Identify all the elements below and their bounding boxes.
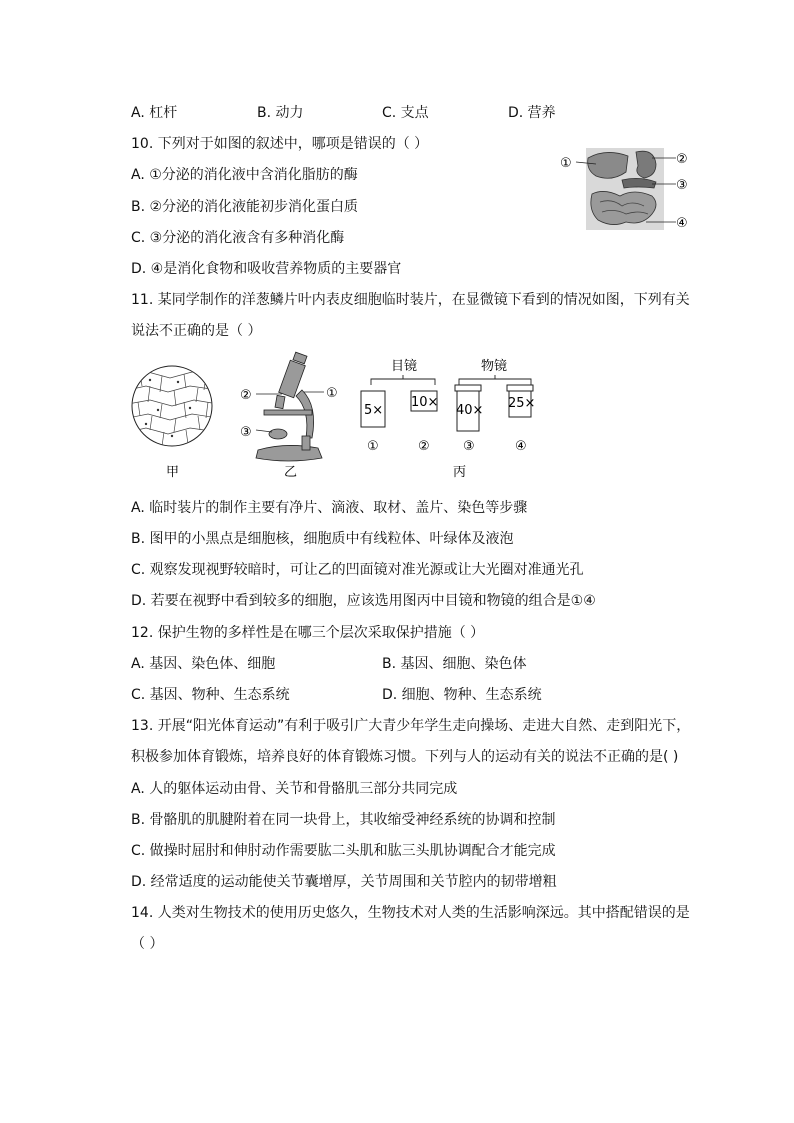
q10-option-a: A. ①分泌的消化液中含消化脂肪的酶 [131,167,358,183]
q14-stem-line2: （ ） [131,936,164,952]
q12-option-d: D. 细胞、物种、生态系统 [382,687,542,703]
q9-option-d: D. 营养 [508,105,556,121]
figure-jia-cells [128,362,218,480]
q10-figure-label-4: ④ [676,216,688,231]
q13-option-b: B. 骨骼肌的肌腱附着在同一块骨上，其收缩受神经系统的协调和控制 [131,812,556,828]
figure-jia-label: 甲 [166,465,180,480]
figure-bing-label: 丙 [453,465,467,480]
lens-number-4: ④ [515,439,527,454]
q10-figure-label-2: ② [676,152,688,167]
lens-mark-1: 5× [364,403,384,418]
q10-figure-label-1: ① [560,156,572,171]
eyepiece-label: 目镜 [391,359,418,374]
q9-option-b: B. 动力 [257,105,304,121]
q9-option-a: A. 杠杆 [131,105,178,121]
q10-option-b: B. ②分泌的消化液能初步消化蛋白质 [131,199,359,215]
q11-option-c: C. 观察发现视野较暗时，可让乙的凹面镜对准光源或让大光圈对准通光孔 [131,562,584,578]
figure-yi-label: 乙 [284,465,298,480]
q13-stem-line1: 13. 开展“阳光体育运动”有利于吸引广大青少年学生走向操场、走进大自然、走到阳光下， [131,718,691,734]
figure-yi-microscope [236,350,346,480]
q11-stem-line2: 说法不正确的是（ ） [131,323,262,339]
yi-label-2: ② [240,388,252,403]
q13-option-c: C. 做操时屈肘和伸肘动作需要肱二头肌和肱三头肌协调配合才能完成 [131,843,556,859]
q13-option-d: D. 经常适度的运动能使关节囊增厚，关节周围和关节腔内的韧带增粗 [131,874,557,890]
q11-option-b: B. 图甲的小黑点是细胞核，细胞质中有线粒体、叶绿体及液泡 [131,531,514,547]
lens-number-3: ③ [463,439,475,454]
q11-stem-line1: 11. 某同学制作的洋葱鳞片叶内表皮细胞临时装片，在显微镜下看到的情况如图，下列有关 [131,292,690,308]
q11-option-a: A. 临时装片的制作主要有净片、滴液、取材、盖片、染色等步骤 [131,500,528,516]
q13-stem-line2: 积极参加体育锻炼，培养良好的体育锻炼习惯。下列与人的运动有关的说法不正确的是( ) [131,749,679,765]
q10-figure-label-3: ③ [676,178,688,193]
lens-mark-2: 10× [411,395,439,410]
q10-option-d: D. ④是消化食物和吸收营养物质的主要器官 [131,261,402,277]
q14-stem-line1: 14. 人类对生物技术的使用历史悠久，生物技术对人类的生活影响深远。其中搭配错误的是 [131,905,690,921]
q10-option-c: C. ③分泌的消化液含有多种消化酶 [131,230,345,246]
figure-bing-lenses [355,355,545,480]
q9-option-c: C. 支点 [382,105,429,121]
yi-label-3: ③ [240,425,252,440]
q12-option-c: C. 基因、物种、生态系统 [131,687,290,703]
q12-option-a: A. 基因、染色体、细胞 [131,656,276,672]
lens-mark-3: 40× [456,403,484,418]
objective-label: 物镜 [481,359,508,374]
lens-number-2: ② [418,439,430,454]
q12-stem: 12. 保护生物的多样性是在哪三个层次采取保护措施（ ） [131,625,485,641]
lens-mark-4: 25× [508,396,536,411]
lens-number-1: ① [367,439,379,454]
yi-label-1: ① [326,386,338,401]
q11-option-d: D. 若要在视野中看到较多的细胞，应该选用图丙中目镜和物镜的组合是①④ [131,593,596,609]
q13-option-a: A. 人的躯体运动由骨、关节和骨骼肌三部分共同完成 [131,781,458,797]
q12-option-b: B. 基因、细胞、染色体 [382,656,527,672]
q10-stem: 10. 下列对于如图的叙述中，哪项是错误的（ ） [131,136,429,152]
digestive-system-figure [556,142,696,234]
